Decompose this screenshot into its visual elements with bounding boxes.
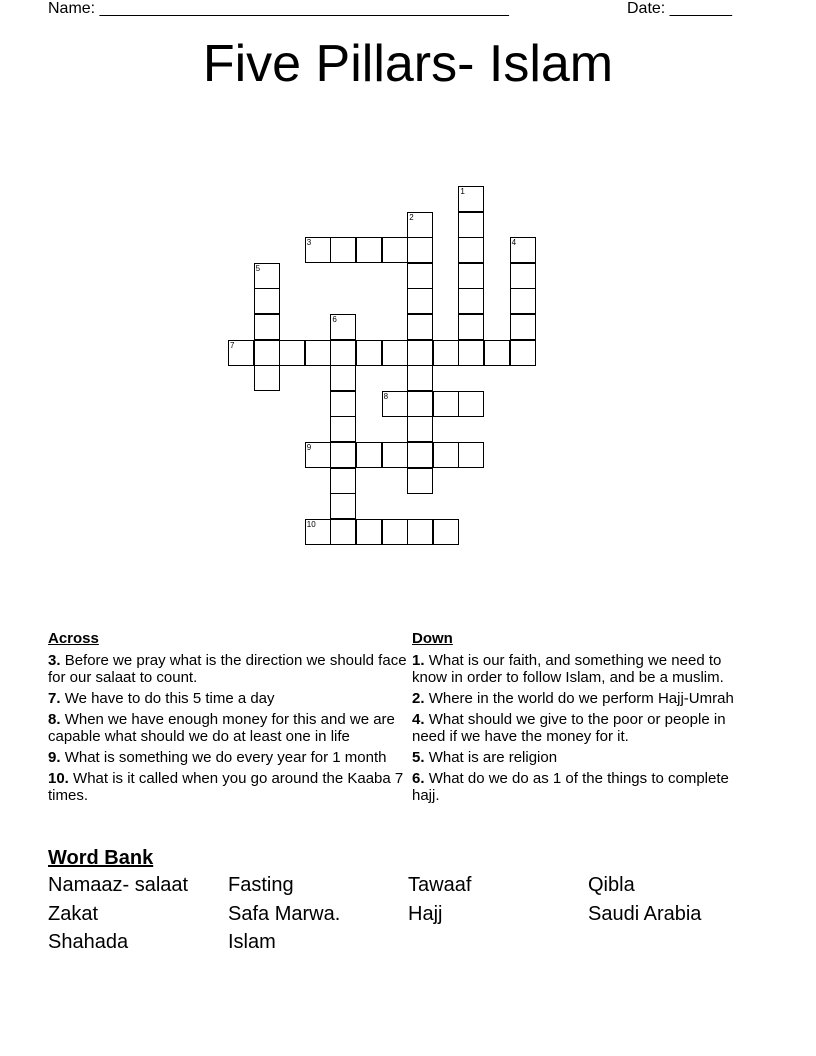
crossword-cell[interactable] (458, 288, 484, 314)
cell-number: 3 (306, 238, 312, 248)
crossword-cell[interactable] (305, 340, 331, 366)
crossword-cell[interactable] (330, 519, 356, 545)
crossword-cell[interactable] (330, 416, 356, 442)
crossword-cell[interactable] (382, 391, 408, 417)
clue-across-3 (48, 652, 408, 686)
crossword-cell[interactable] (407, 314, 433, 340)
clue-number: 5. (412, 749, 425, 766)
crossword-cell[interactable] (407, 212, 433, 238)
down-heading: Down (412, 630, 453, 647)
crossword-cell[interactable] (330, 237, 356, 263)
word-bank-item: Qibla (588, 874, 635, 896)
crossword-cell[interactable] (458, 186, 484, 212)
crossword-cell[interactable] (458, 212, 484, 238)
crossword-cell[interactable] (407, 442, 433, 468)
cell-number: 4 (511, 238, 517, 248)
crossword-cell[interactable] (330, 340, 356, 366)
across-heading: Across (48, 630, 99, 647)
crossword-cell[interactable] (510, 288, 536, 314)
clue-number: 3. (48, 652, 61, 669)
cell-number: 2 (409, 212, 414, 222)
clue-text: Before we pray what is the direction we should face for our salaat to count. (48, 652, 407, 686)
crossword-cell[interactable] (356, 237, 382, 263)
word-bank-item: Saudi Arabia (588, 903, 702, 925)
crossword-cell[interactable] (433, 340, 459, 366)
clue-number: 2. (412, 690, 425, 707)
crossword-cell[interactable] (407, 468, 433, 494)
crossword-cell[interactable] (433, 519, 459, 545)
clue-text: Where in the world do we perform Hajj-Umrah (428, 690, 734, 707)
crossword-cell[interactable] (407, 416, 433, 442)
crossword-cell[interactable] (305, 442, 331, 468)
crossword-cell[interactable] (433, 391, 459, 417)
clue-number: 4. (412, 711, 425, 728)
crossword-cell[interactable] (356, 442, 382, 468)
crossword-cell[interactable] (510, 263, 536, 289)
crossword-cell[interactable] (433, 442, 459, 468)
word-bank-item: Tawaaf (408, 874, 472, 896)
crossword-cell[interactable] (510, 340, 536, 366)
crossword-cell[interactable] (330, 442, 356, 468)
down-clues (412, 630, 752, 808)
clue-across-7 (48, 690, 408, 707)
clue-across-8 (48, 711, 408, 745)
crossword-cell[interactable] (458, 442, 484, 468)
clue-number: 7. (48, 690, 61, 707)
clue-down-5 (412, 749, 752, 766)
clue-across-10 (48, 770, 408, 804)
clue-number: 1. (412, 652, 425, 669)
crossword-cell[interactable] (330, 365, 356, 391)
crossword-cell[interactable] (458, 314, 484, 340)
crossword-cell[interactable] (356, 340, 382, 366)
crossword-cell[interactable] (458, 340, 484, 366)
crossword-cell[interactable] (407, 365, 433, 391)
clue-down-1 (412, 652, 752, 686)
crossword-cell[interactable] (228, 340, 254, 366)
crossword-cell[interactable] (407, 340, 433, 366)
clue-number: 6. (412, 770, 425, 787)
crossword-cell[interactable] (407, 519, 433, 545)
cell-number: 5 (255, 263, 261, 273)
cell-number: 7 (230, 340, 235, 350)
crossword-cell[interactable] (458, 391, 484, 417)
word-bank-item: Hajj (408, 903, 443, 925)
crossword-cell[interactable] (458, 263, 484, 289)
crossword-cell[interactable] (484, 340, 510, 366)
cell-number: 9 (306, 443, 312, 452)
word-bank-item: Fasting (228, 874, 294, 896)
crossword-cell[interactable] (279, 340, 305, 366)
crossword-cell[interactable] (330, 468, 356, 494)
crossword-cell[interactable] (510, 237, 536, 263)
clue-down-6 (412, 770, 752, 804)
word-bank-item: Namaaz- salaat (48, 874, 189, 896)
crossword-cell[interactable] (382, 519, 408, 545)
word-bank-item: Shahada (48, 931, 129, 953)
cell-number: 8 (383, 391, 389, 401)
crossword-cell[interactable] (407, 263, 433, 289)
crossword-cell[interactable] (382, 442, 408, 468)
crossword-cell[interactable] (382, 340, 408, 366)
word-bank-item: Zakat (48, 903, 99, 925)
crossword-cell[interactable] (254, 365, 280, 391)
clue-text: What is something we do every year for 1 month (64, 749, 387, 766)
crossword-cell[interactable] (305, 237, 331, 263)
crossword-cell[interactable] (330, 391, 356, 417)
word-bank-item: Safa Marwa. (228, 903, 341, 925)
across-clues (48, 630, 408, 808)
crossword-cell[interactable] (254, 340, 280, 366)
word-bank-item: Islam (228, 931, 276, 953)
clue-down-4 (412, 711, 752, 745)
clue-number: 10. (48, 770, 69, 787)
clue-number: 8. (48, 711, 61, 728)
clue-across-9 (48, 749, 408, 766)
crossword-cell[interactable] (458, 237, 484, 263)
clue-text: What do we do as 1 of the things to complete hajj. (412, 770, 729, 804)
crossword-cell[interactable] (254, 314, 280, 340)
crossword-cell[interactable] (254, 288, 280, 314)
clue-text: What is our faith, and something we need to know in order to follow Islam, and be a muslim. (412, 652, 724, 686)
word-bank-title: Word Bank (48, 847, 154, 869)
clue-text: We have to do this 5 time a day (64, 690, 275, 707)
clue-text: What is are religion (428, 749, 558, 766)
clue-text: What should we give to the poor or people in need if we have the money for it. (412, 711, 726, 745)
cell-number: 10 (306, 519, 316, 529)
date-field-line: Date: _______ (627, 0, 732, 17)
cell-number: 1 (460, 187, 465, 196)
crossword-cell[interactable] (382, 237, 408, 263)
crossword-cell[interactable] (407, 391, 433, 417)
clue-number: 9. (48, 749, 61, 766)
clue-down-2 (412, 690, 752, 707)
crossword-cell[interactable] (305, 519, 331, 545)
puzzle-title: Five Pillars- Islam (202, 35, 614, 93)
clue-text: What is it called when you go around the Kaaba 7 times. (48, 770, 404, 804)
cell-number: 6 (332, 315, 337, 324)
crossword-cell[interactable] (254, 263, 280, 289)
crossword-cell[interactable] (407, 237, 433, 263)
crossword-cell[interactable] (510, 314, 536, 340)
name-field-line: Name: ______________________________________________ (48, 0, 509, 17)
crossword-cell[interactable] (407, 288, 433, 314)
crossword-cell[interactable] (330, 314, 356, 340)
crossword-cell[interactable] (356, 519, 382, 545)
crossword-cell[interactable] (330, 493, 356, 519)
clue-text: When we have enough money for this and we are capable what should we do at least one in life (48, 711, 395, 745)
